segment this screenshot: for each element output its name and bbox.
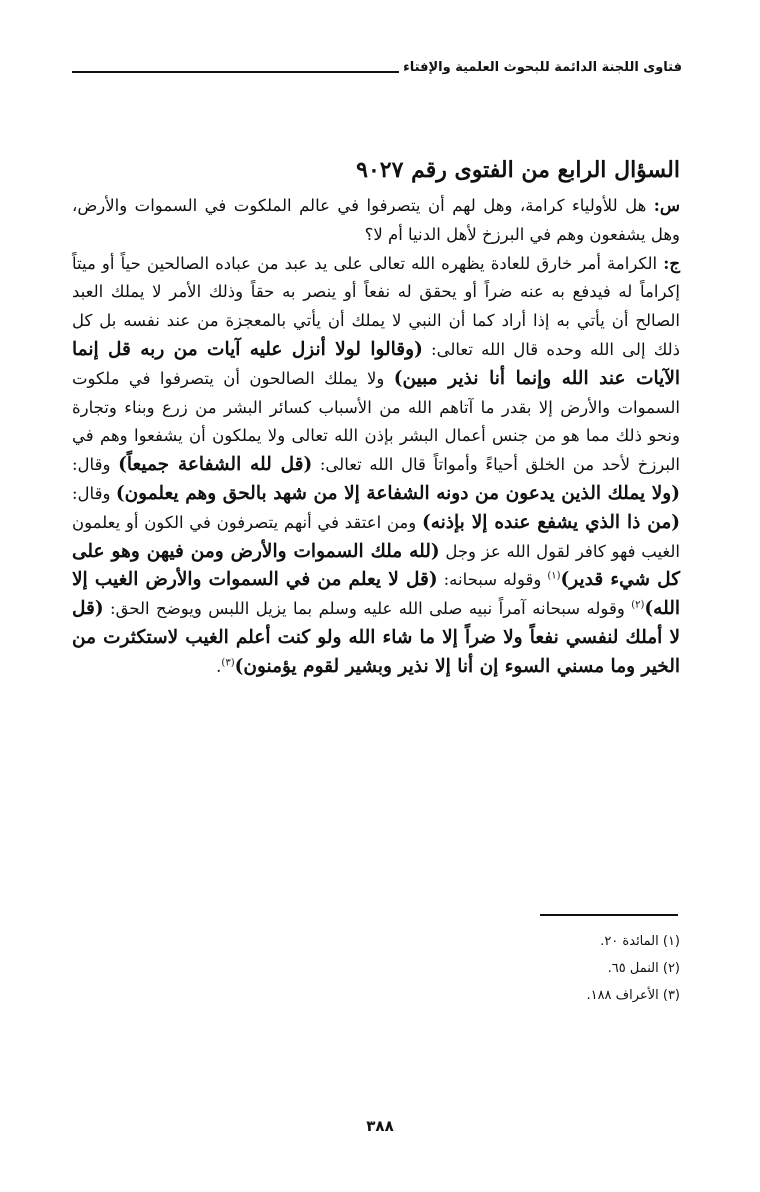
question-marker: س: <box>653 196 680 215</box>
question-paragraph <box>72 192 680 250</box>
answer-text-5: ومن اعتقد في أنهم يتصرفون في الكون أو يعلمون الغيب فهو كافر لقول الله عز وجل <box>72 512 681 561</box>
main-text <box>72 150 680 682</box>
footnote-rule <box>540 914 678 916</box>
footnote-ref-1[interactable]: (١) <box>547 570 561 582</box>
quran-quote-1: (وقالوا لولا أنزل عليه آيات من ربه قل إنما الآيات عند الله وإنما أنا نذير مبين) <box>72 338 681 389</box>
quran-quote-2: (قل لله الشفاعة جميعاً) <box>118 454 313 476</box>
footnote-3: (٣) الأعراف ١٨٨. <box>586 988 680 1003</box>
quran-quote-5: (لله ملك السموات والأرض ومن فيهن وهو على كل شيء قدير) <box>72 540 680 591</box>
header-title: فتاوى اللجنة الدائمة للبحوث العلمية والإفتاء <box>403 60 682 75</box>
footnote-1: (١) المائدة ٢٠. <box>600 934 680 949</box>
footnotes <box>586 928 680 1009</box>
footnote-ref-3[interactable]: (٣) <box>221 657 235 669</box>
question-text: هل للأولياء كرامة، وهل لهم أن يتصرفوا في عالم الملكوت في السموات والأرض، وهل يشفعون وهم في البرزخ لأهل الدنيا أم لا؟ <box>72 196 680 244</box>
answer-text-4: وقال: <box>72 483 116 503</box>
header-rule <box>72 71 399 73</box>
answer-text-6: وقوله سبحانه: <box>437 570 548 590</box>
answer-text-3: وقال: <box>72 455 119 475</box>
footnote-ref-2[interactable]: (٢) <box>631 599 645 611</box>
quran-quote-6: (قل لا يعلم من في السموات والأرض الغيب إلا الله) <box>72 569 680 620</box>
page-number: ٣٨٨ <box>366 1117 394 1135</box>
answer-end: . <box>216 656 222 676</box>
running-header <box>72 60 682 77</box>
quran-quote-4: (من ذا الذي يشفع عنده إلا بإذنه) <box>421 511 680 533</box>
question-title: السؤال الرابع من الفتوى رقم ٩٠٢٧ <box>356 157 680 183</box>
answer-text-1: الكرامة أمر خارق للعادة يظهره الله تعالى على يد عبد من عباده الصالحين حياً أو ميتاً إكراماً له فيدفع به عنه ضراً أو يحقق له نفعاً أو ينصر به حقاً وذلك الأمر لا يملك العبد الصالح أن يأتي به إذا أراد كما أن النبي لا يملك أن يأتي بالمعجزة من عند نفسه بل كل ذلك إلى الله وحده قال الله تعالى: <box>72 253 681 359</box>
quran-quote-7: (قل لا أملك لنفسي نفعاً ولا ضراً إلا ما شاء الله ولو كنت أعلم الغيب لاستكثرت من الخير وما مسني السوء إن أنا إلا نذير وبشير لقوم يؤمنون) <box>72 598 680 677</box>
answer-text-7: وقوله سبحانه آمراً نبيه صلى الله عليه وسلم بما يزيل اللبس ويوضح الحق: <box>103 599 632 619</box>
footnote-2: (٢) النمل ٦٥. <box>607 961 680 976</box>
quran-quote-3: (ولا يملك الذين يدعون من دونه الشفاعة إلا من شهد بالحق وهم يعلمون) <box>115 482 680 504</box>
answer-paragraph <box>72 250 680 682</box>
answer-marker: ج: <box>663 253 680 273</box>
answer-text-2: ولا يملك الصالحون أن يتصرفوا في ملكوت السموات والأرض إلا بقدر ما آتاهم الله من الأسباب كسائر البشر من زرع وبناء وتجارة ونحو ذلك مما هو من جنس أعمال البشر بإذن الله تعالى ولا يملكون أن يشفعوا وهم في البرزخ لأحد من الخلق أحياءً وأمواتاً قال الله تعالى: <box>72 368 680 475</box>
